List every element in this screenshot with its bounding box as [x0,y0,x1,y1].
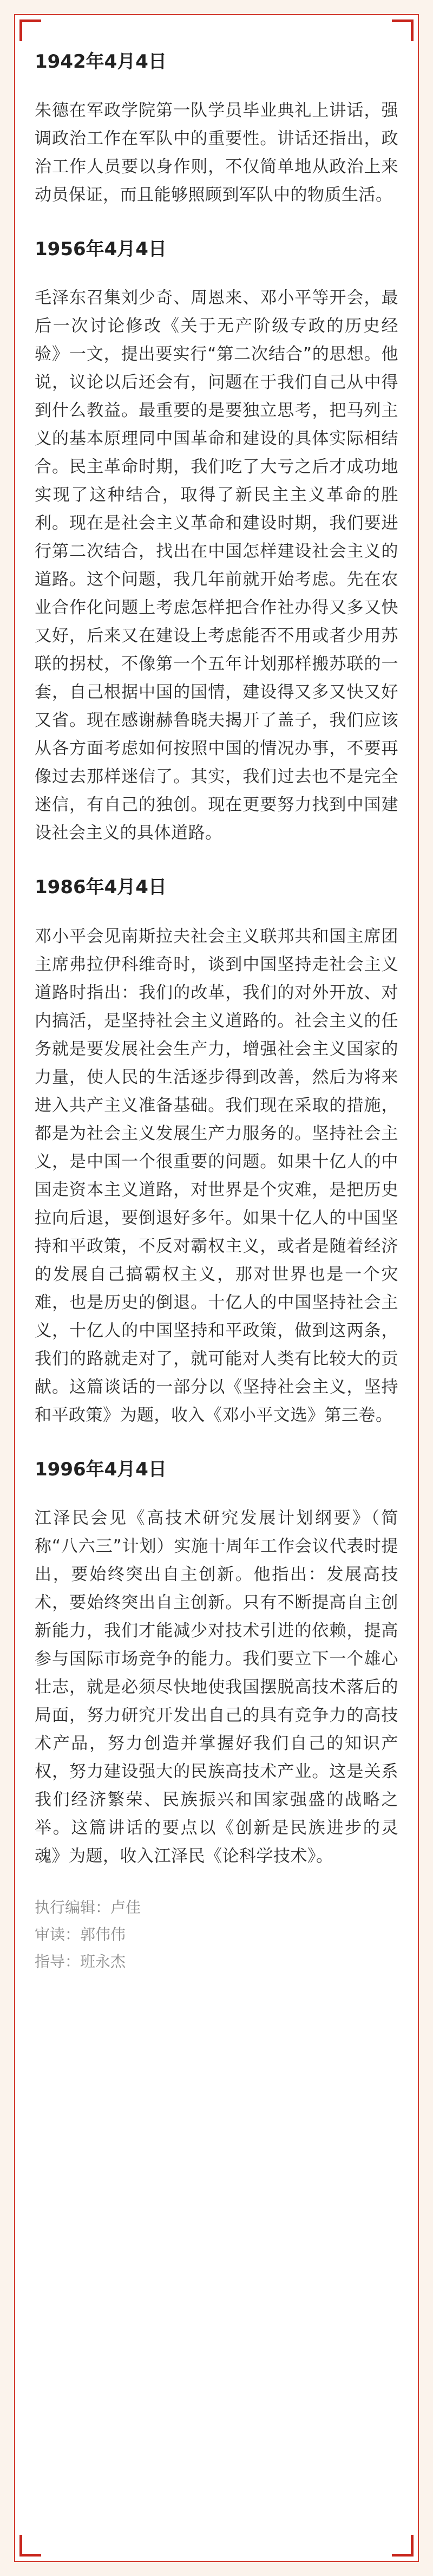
frame-corner-bottom-left [19,2535,41,2557]
credit-reviewer: 审读：郭伟伟 [35,1925,126,1943]
frame-corner-bottom-right [392,2535,414,2557]
history-entry-1942 [35,50,398,209]
history-entry-1956 [35,237,398,847]
credits [35,1894,398,1975]
history-entry-1996 [35,1458,398,1870]
entry-date: 1986年4月4日 [35,876,167,899]
history-entry-1986 [35,875,398,1429]
entry-date: 1996年4月4日 [35,1458,167,1480]
credit-supervisor: 指导：班永杰 [35,1952,126,1970]
frame-corner-top-left [19,19,41,41]
frame-corner-top-right [392,19,414,41]
article-content [35,50,398,1975]
entry-text: 邓小平会见南斯拉夫社会主义联邦共和国主席团主席弗拉伊科维奇时，谈到中国坚持走社会主义道路时指出：我们的改革，我们的对外开放、对内搞活，是坚持社会主义道路的。社会主义的任务就是要发展社会生产力，增强社会主义国家的力量，使人民的生活逐步得到改善，然后为将来进入共产主义准备基础。我们现在采取的措施，都是为社会主义发展生产力服务的。坚持社会主义，是中国一个很重要的问题。如果十亿人的中国走资本主义道路，对世界是个灾难，是把历史拉向后退，要倒退好多年。如果十亿人的中国坚持和平政策，不反对霸权主义，或者是随着经济的发展自己搞霸权主义，那对世界也是一个灾难，也是历史的倒退。十亿人的中国坚持社会主义，十亿人的中国坚持和平政策，做到这两条，我们的路就走对了，就可能对人类有比较大的贡献。这篇谈话的一部分以《坚持社会主义，坚持和平政策》为题，收入《邓小平文选》第三卷。 [35,926,398,1425]
entry-date: 1956年4月4日 [35,238,167,261]
credit-editor: 执行编辑：卢佳 [35,1898,141,1916]
entry-text: 江泽民会见《高技术研究发展计划纲要》（简称“八六三”计划）实施十周年工作会议代表时提出，要始终突出自主创新。他指出：发展高技术，要始终突出自主创新。只有不断提高自主创新能力，我们才能减少对技术引进的依赖，提高参与国际市场竞争的能力。我们要立下一个雄心壮志，就是必须尽快地使我国摆脱高技术落后的局面，努力研究开发出自己的具有竞争力的高技术产品，努力创造并掌握好我们自己的知识产权，努力建设强大的民族高技术产业。这是关系我们经济繁荣、民族振兴和国家强盛的战略之举。这篇讲话的要点以《创新是民族进步的灵魂》为题，收入江泽民《论科学技术》。 [35,1508,398,1866]
entry-date: 1942年4月4日 [35,51,167,73]
entry-text: 朱德在军政学院第一队学员毕业典礼上讲话，强调政治工作在军队中的重要性。讲话还指出，政治工作人员要以身作则，不仅简单地从政治上来动员保证，而且能够照顾到军队中的物质生活。 [35,101,398,205]
entry-text: 毛泽东召集刘少奇、周恩来、邓小平等开会，最后一次讨论修改《关于无产阶级专政的历史经验》一文，提出要实行“第二次结合”的思想。他说，议论以后还会有，问题在于我们自己从中得到什么教益。最重要的是要独立思考，把马列主义的基本原理同中国革命和建设的具体实际相结合。民主革命时期，我们吃了大亏之后才成功地实现了这种结合，取得了新民主主义革命的胜利。现在是社会主义革命和建设时期，我们要进行第二次结合，找出在中国怎样建设社会主义的道路。这个问题，我几年前就开始考虑。先在农业合作化问题上考虑怎样把合作社办得又多又快又好，后来又在建设上考虑能否不用或者少用苏联的拐杖，不像第一个五年计划那样搬苏联的一套，自己根据中国的国情，建设得又多又快又好又省。现在感谢赫鲁晓夫揭开了盖子，我们应该从各方面考虑如何按照中国的情况办事，不要再像过去那样迷信了。其实，我们过去也不是完全迷信，有自己的独创。现在更要努力找到中国建设社会主义的具体道路。 [35,288,398,843]
